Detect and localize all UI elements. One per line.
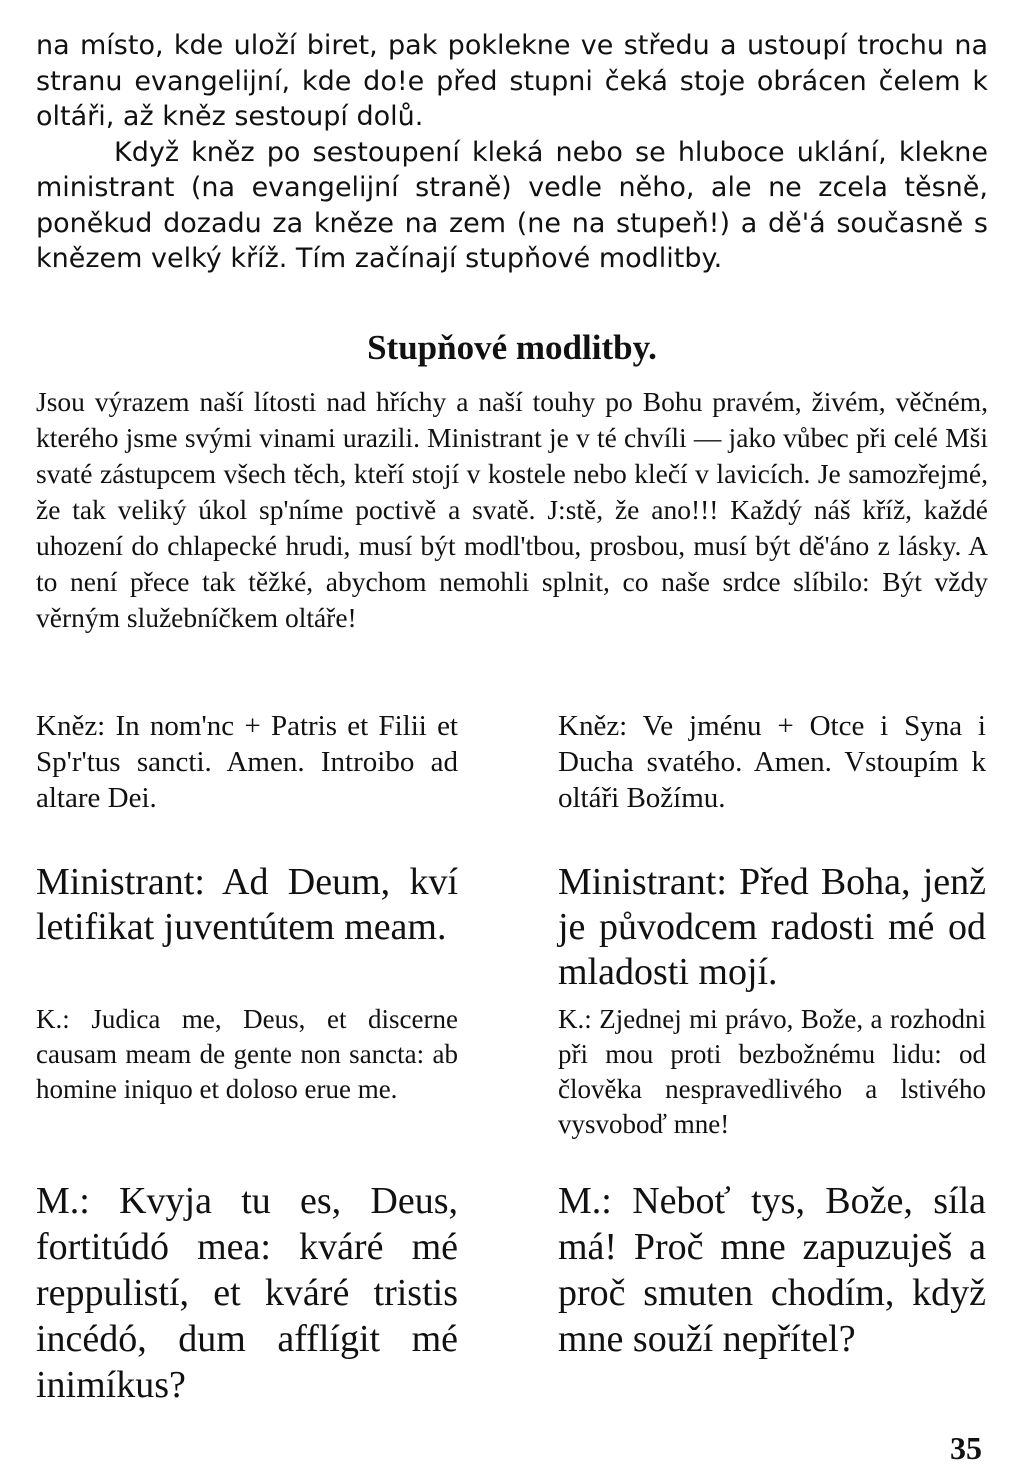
czech-priest-opening: Kněz: Ve jménu + Otce i Syna i Ducha svatého. Amen. Vstoupím k oltáři Božímu. [558,710,986,814]
czech-server-quia: M.: Neboť tys, Bože, síla má! Proč mne zapuzuješ a proč smuten chodím, když mne souží nepřítel? [558,1180,986,1360]
intro-paragraph-1: na místo, kde uloží biret, pak poklekne ve středu a ustoupí trochu na stranu evangelijní, kde do!e před stupni čeká stoje obrácen čelem k oltáři, až kněz sestoupí dolů. [36,30,988,132]
latin-priest-opening: Kněz: In nom'nc + Patris et Filii et Sp'r'tus sancti. Amen. Introibo ad altare Dei. [36,710,458,814]
intro-paragraph-2: Když kněz po sestoupení kleká nebo se hluboce uklání, klekne ministrant (na evangelijní straně) vedle něho, ale ne zcela těsně, poněkud dozadu za kněze na zem (ne na stupeň!) a dě'á současně s knězem velký kříž. Tím začínají stupňové modlitby. [36,136,988,274]
czech-priest-judica: K.: Zjednej mi právo, Bože, a rozhodni při mou proti bezbožnému lidu: od člověka nespravedlivého a lstivého vysvoboď mne! [558,1004,986,1139]
czech-server-response: Ministrant: Před Boha, jenž je původcem radosti mé od mladosti mojí. [558,861,986,993]
intro-text [36,28,988,277]
page-number: 35 [950,1430,982,1466]
section-body-paragraph: Jsou výrazem naší lítosti nad hříchy a naší touhy po Bohu pravém, živém, věčném, kterého jsme svými vinami urazili. Ministrant je v té chvíli — jako vůbec při celé Mši svaté zástupcem všech těch, kteří stojí v kostele nebo klečí v lavicích. Je samozřejmé, že tak veliký úkol sp'níme poctivě a svatě. J:stě, že ano!!! Každý náš kříž, každé uhození do chlapecké hrudi, musí být modl'tbou, prosbou, musí být dě'áno z lásky. A to není přece tak těžké, abychom nemohli splnit, co naše srdce slíbilo: Být vždy věrným služebníčkem oltáře! [36,386,988,633]
section-body [36,384,988,636]
section-heading: Stupňové modlitby. [367,328,657,367]
latin-server-response: Ministrant: Ad Deum, kví letifikat juventútem meam. [36,861,458,948]
latin-server-quia: M.: Kvyja tu es, Deus, fortitúdó mea: kváré mé reppulistí, et kváré tristis incédó, dum afflígit mé inimíkus? [36,1180,458,1406]
latin-priest-judica: K.: Judica me, Deus, et discerne causam meam de gente non sancta: ab homine iniquo et doloso erue me. [36,1004,458,1104]
